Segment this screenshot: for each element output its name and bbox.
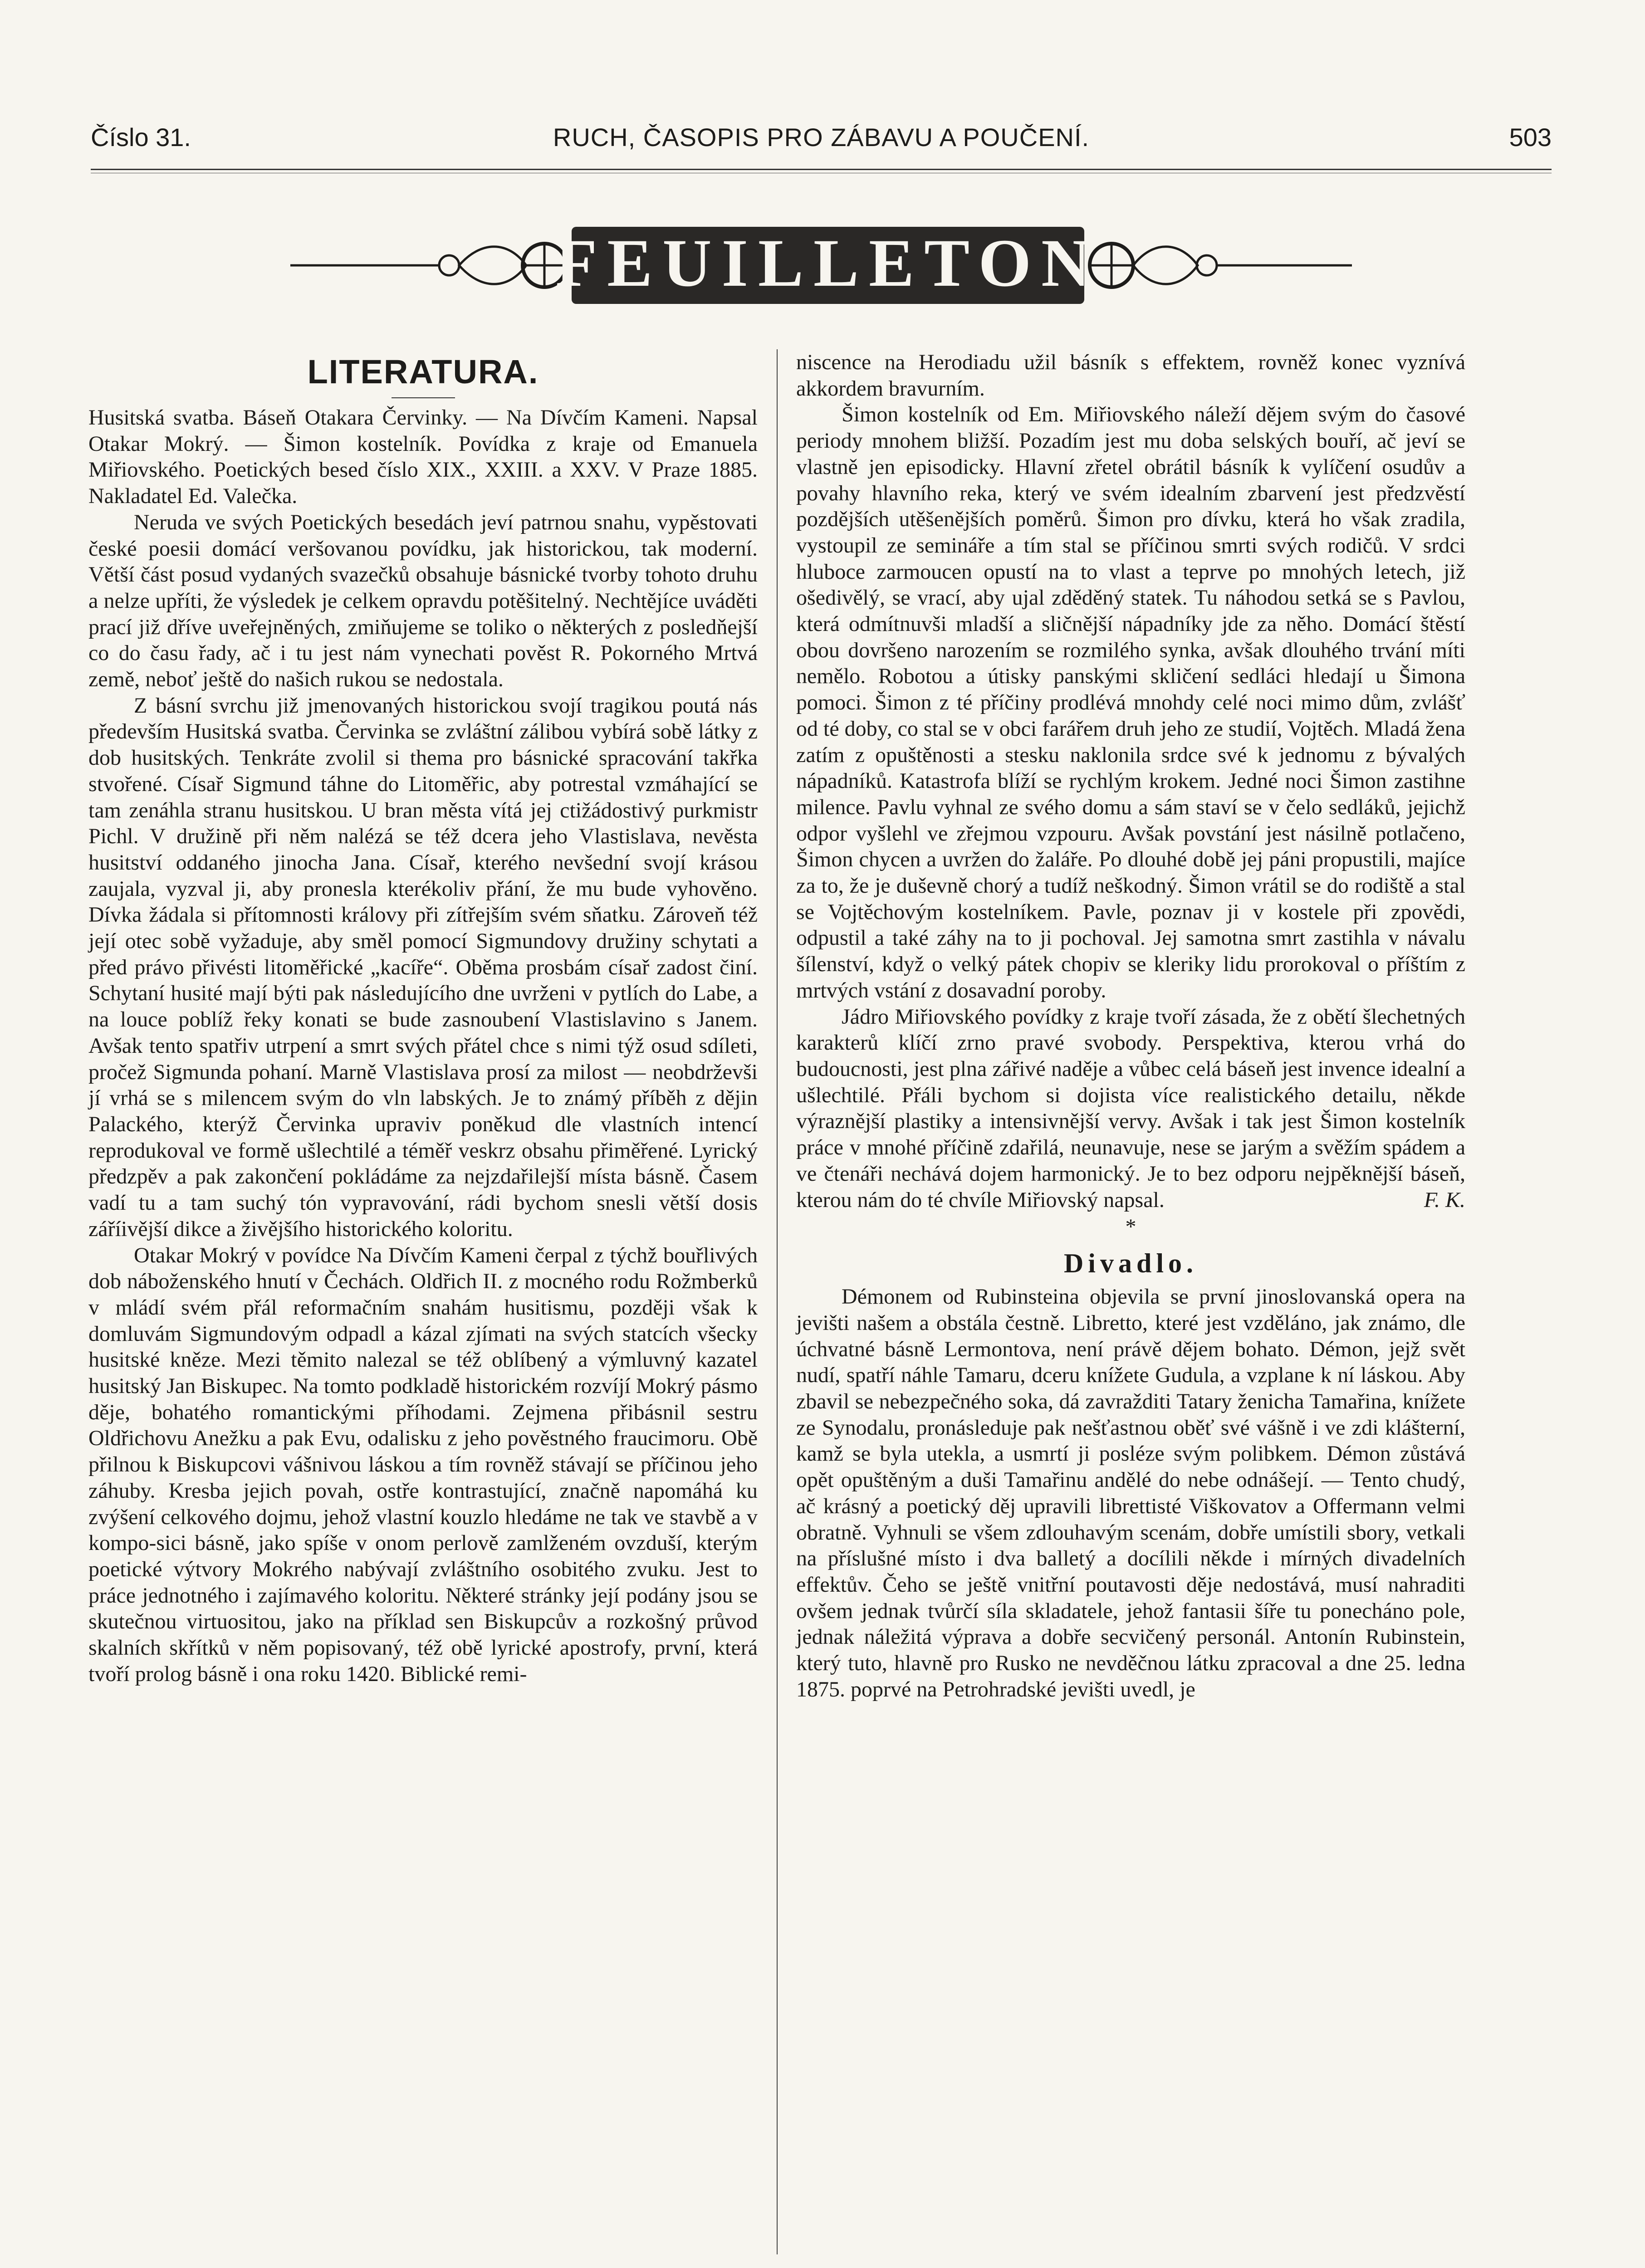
- literatura-paragraph-4: niscence na Herodiadu užil básník s effektem, rovněž konec vyznívá akkordem bravurním.: [796, 350, 1465, 401]
- title-rule: [392, 397, 455, 398]
- biblio-entry: Husitská svatba. Báseň Otakara Červinky. — Na Dívčím Kameni. Napsal Otakar Mokrý. — Šimon kostelník. Povídka z kraje od Emanuela Miřiovského. Poetických besed číslo XIX., XXIII. a XXV. V Praze 1885. Nakladatel Ed. Valečka.: [88, 406, 758, 508]
- divadlo-title: Divadlo.: [1063, 1248, 1198, 1279]
- right-column: [796, 349, 1465, 1702]
- page-number: 503: [1509, 123, 1552, 152]
- banner-left-ornament: [290, 244, 566, 287]
- literatura-paragraph-2: Z básní svrchu již jmenovaných historickou svojí tragikou poutá nás především Husitská svatba. Červinka se zvláštní zálibou vybírá sobě látky z dob husitských. Tenkráte zvolil si thema pro básnické spracování takřka stvořené. Císař Sigmund táhne do Litoměřic, aby potrestal vzmáhající se tam zenáhla stranu husitskou. U bran města vítá jej ctižádostivý purkmistr Pichl. V družině při něm nalézá se též dcera jeho Vlastislava, nevěsta husitství oddaného jinocha Jana. Císař, kterého nevšední svojí krásou zaujala, vyzval ji, aby pronesla kterékoliv přání, že mu bude vyhověno. Dívka žádala si přítomnosti královy při zítřejším svém sňatku. Zároveň též její otec sobě vyžaduje, aby směl pomocí Sigmundovy družiny schytati a před právo přivésti litoměřické „kacíře“. Oběma prosbám císař zadost činí. Schytaní husité mají býti pak následujícího dne uvrženi v pytlích do Labe, a na louce poblíž řeky konati se bude zasnoubení Vlastislavino s Janem. Avšak tento spatřiv utrpení a smrt svých přátel chce s nimi týž osud sdíleti, pročež Sigmunda pohaní. Marně Vlastislava prosí za milost — neobdrževši jí vrhá se s milencem svým do vln labských. Je to známý příběh z dějin Palackého, kterýž Červinka upraviv poněkud dle vlastních intencí reprodukoval ve formě ušlechtilé a téměř veskrz obsahu přiměřené. Lyrický předzpěv a pak zakončení pokládáme za nejzdařilejší místa básně. Časem vadí tu a tam suchý tón vypravování, rádi bychom snesli větší dosis záříivější dikce a živějšího historického koloritu.: [88, 693, 758, 1241]
- banner-right-ornament: [1090, 244, 1352, 287]
- page-header: [91, 122, 1552, 159]
- signature: F. K.: [1424, 1188, 1465, 1212]
- literatura-paragraph-5: Šimon kostelník od Em. Miřiovského náleží dějem svým do časové periody mnohem bližší. Pozadím jest mu doba selských bouří, ač jeví se vlastně jen episodicky. Hlavní zřetel obrátil básník k vylíčení osudův a povahy hlavního reka, který ve svém idealním zbarvení jest předzvěstí pozdějších utěšenějších poměrů. Šimon pro dívku, která ho však zradila, vystoupil ze semináře a tím stal se příčinou smrti svých rodičů. V srdci hluboce zarmoucen opustí na to vlast a teprve po mnohých letech, již ošedivělý, se vrací, aby ujal zděděný statek. Tu náhodou setká se s Pavlou, která odmítnuvši mladší a sličnější nápadníky jde za něho. Domácí štěstí obou dovršeno narozením se rozmilého synka, avšak dlouhého trvání míti nemělo. Robotou a útisky panskými skličení sedláci hledají u Šimona pomoci. Šimon z té příčiny prodlévá mnohdy celé noci mimo dům, zvlášť od té doby, co stal se v obci farářem druh jeho ze studií, Vojtěch. Mladá žena zatím z opuštěnosti a stesku naklonila srdce své k jednomu z bývalých nápadníků. Katastrofa blíží se rychlým krokem. Jedné noci Šimon zastihne milence. Pavlu vyhnal ze svého domu a sám staví se v čelo sedláků, jejichž odpor vyšlehl ve zřejmou vzpouru. Avšak povstání jest násilně potlačeno, Šimon chycen a uvržen do žaláře. Po dlouhé době jej páni propustili, majíce za to, že je duševně chorý a tudíž neškodný. Šimon vrátil se do rodiště a stal se Vojtěchovým kostelníkem. Pavle, poznav ji v kostele při zpovědi, odpustil a také záhy na to ji pochoval. Jej samotna smrt zastihla v návalu šílenství, když o velký pátek chopiv se kleriky lidu prorokoval o příštím z mrtvých vstání z dosavadní poroby.: [796, 402, 1465, 1002]
- section-star: *: [1125, 1215, 1136, 1239]
- literatura-paragraph-3: Otakar Mokrý v povídce Na Dívčím Kameni čerpal z týchž bouřlivých dob náboženského hnutí v Čechách. Oldřich II. z mocného rodu Rožmberků v mládí svém přál reformačním snahám husitismu, později však k domluvám Sigmundovým odpadl a kázal zjímati na svých statcích všecky husitské kněze. Mezi těmito nalezal se též oblíbený a výmluvný kazatel husitský Jan Biskupec. Na tomto podkladě historickém rozvíjí Mokrý pásmo děje, bohatého romantickými příhodami. Zejmena přibásnil sestru Oldřichovu Anežku a pak Evu, odalisku z jeho pověstného fraucimoru. Obě přilnou k Biskupcovi vášnivou láskou a tím rovněž stávají se příčinou jeho záhuby. Kresba jejich povah, ostře kontrastující, značně napomáhá ku zvýšení celkového dojmu, jehož vlastní kouzlo hledáme ne tak ve stavbě a v kompo-sici básně, jako spíše v onom perlově zamlženém ovzduší, kterým poetické výtvory Mokrého nabývají zvláštního osobitého zvuku. Jest to práce jednotného i zajímavého koloritu. Některé stránky její podány jsou se skutečnou virtuositou, jako na příklad sen Biskupcův a rozkošný průvod skalních skřítků v něm popisovaný, též obě lyrické apostrofy, první, která tvoří prolog básně i ona roku 1420. Biblické remi-: [88, 1243, 758, 1686]
- literatura-paragraph-1: Neruda ve svých Poetických besedách jeví patrnou snahu, vypěstovati české poesii domácí veršovanou povídku, jak historickou, tak moderní. Větší část posud vydaných svazečků obsahuje básnické tvorby tohoto druhu a nelze upříti, že výsledek je celkem opravdu potěšitelný. Nechtějíce uváděti prací již dříve uveřejněných, zmiňujeme se toliko o některých z posledňejší co do času řady, ač i tu jest nám vynechati pověst R. Pokorného Mrtvá země, neboť ještě do našich rukou se nedostala.: [88, 510, 758, 692]
- literatura-title: LITERATURA.: [307, 353, 539, 391]
- issue-number: Číslo 31.: [91, 123, 191, 152]
- left-column: [88, 349, 758, 1687]
- feuilleton-banner: [290, 213, 1352, 318]
- literatura-paragraph-6: Jádro Miřiovského povídky z kraje tvoří zásada, že z obětí šlechetných karakterů klíčí zrno pravé svobody. Perspektiva, kterou vrhá do budoucnosti, jest plna zářivé naděje a vůbec celá báseň jest invence idealní a ušlechtilé. Přáli bychom si dojista více realistického detailu, někde výraznější plastiky a intensivnější vervy. Avšak i tak jest Šimon kostelník práce v mnohé příčině zdařilá, neunavuje, nese se jarým a svěžím spádem a ve čtenáři nechává dojem harmonický. Je to bez odporu nejpěknější báseň, kterou nám do té chvíle Miřiovský napsal.: [796, 1004, 1465, 1212]
- journal-title: RUCH, ČASOPIS PRO ZÁBAVU A POUČENÍ.: [553, 123, 1090, 152]
- header-rule: [91, 169, 1552, 170]
- divadlo-paragraph-1: Démonem od Rubinsteina objevila se první jinoslovanská opera na jevišti našem a obstála čestně. Libretto, které jest vzděláno, jak známo, dle úchvatné básně Lermontova, není právě dějem bohato. Démon, jejž svět nudí, spatří náhle Tamaru, dceru knížete Gudula, a vzplane k ní láskou. Aby zbavil se nebezpečného soka, dá zavražditi Tatary ženicha Tamařina, knížete ze Synodalu, pronásleduje pak nešťastnou oběť své vášně i ve zdi klášterní, kamž se byla utekla, a usmrtí ji posléze svým polibkem. Démon zůstává opět opuštěným a duši Tamařinu andělé do nebe odnášejí. — Tento chudý, ač krásný a poetický děj upravili librettisté Viškovatov a Offermann velmi obratně. Vyhnuli se všem zdlouhavým scenám, dobře umístili sbory, vetkali na příslušné místo i dva balletý a docílili někde i mírných divadelních effektův. Čeho se ještě vnitřní poutavosti děje nedostává, musí nahraditi ovšem jednak tvůrčí síla skladatele, jehož fantasii šíře tu ponecháno pole, jednak náležitá výprava a dobře secvičený personál. Antonín Rubinstein, který tuto, hlavně pro Rusko ne nevděčnou látku zpracoval a dne 25. ledna 1875. poprvé na Petrohradské jevišti uvedl, je: [796, 1285, 1465, 1701]
- column-divider: [777, 349, 778, 2254]
- banner-title: FEUILLETON: [555, 225, 1101, 301]
- literatura-paragraph-6-wrap: [796, 1004, 1465, 1213]
